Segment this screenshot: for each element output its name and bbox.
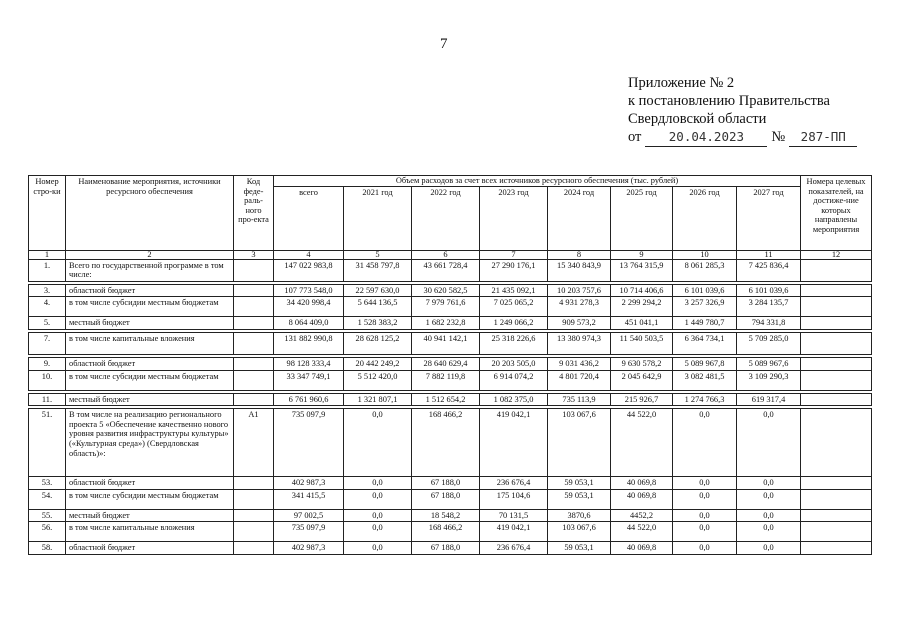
row-number-cell: 10. xyxy=(29,370,66,390)
row-name-cell: в том числе капитальные вложения xyxy=(66,522,234,542)
row-2021-cell: 28 628 125,2 xyxy=(344,332,412,354)
row-name-cell: В том числе на реализацию регионального проекта 5 «Обеспечение качественно нового уровня развития инфраструктуры культуры» («Культурная среда») (Свердловская область)»: xyxy=(66,409,234,477)
column-index: 5 xyxy=(344,250,412,259)
row-total-cell: 6 761 960,6 xyxy=(274,393,344,406)
row-2026-cell: 0,0 xyxy=(673,542,737,555)
row-2027-cell: 0,0 xyxy=(737,409,801,477)
row-2027-cell: 3 109 290,3 xyxy=(737,370,801,390)
row-2022-cell: 168 466,2 xyxy=(412,522,480,542)
row-2027-cell: 619 317,4 xyxy=(737,393,801,406)
row-2021-cell: 0,0 xyxy=(344,509,412,522)
row-number-cell: 7. xyxy=(29,332,66,354)
row-targets-cell xyxy=(801,489,872,509)
row-2027-cell: 5 709 285,0 xyxy=(737,332,801,354)
row-2025-cell: 40 069,8 xyxy=(611,542,673,555)
row-2021-cell: 22 597 630,0 xyxy=(344,284,412,297)
row-2024-cell: 909 573,2 xyxy=(548,317,611,330)
row-2021-cell: 0,0 xyxy=(344,489,412,509)
number-label: № xyxy=(771,129,786,145)
row-2024-cell: 10 203 757,6 xyxy=(548,284,611,297)
resolution-date: 20.04.2023 xyxy=(645,128,767,147)
row-number-cell: 1. xyxy=(29,259,66,281)
row-2021-cell: 1 321 807,1 xyxy=(344,393,412,406)
table-row xyxy=(29,297,872,317)
row-2024-cell: 9 031 436,2 xyxy=(548,357,611,370)
row-2027-cell: 0,0 xyxy=(737,489,801,509)
row-code-cell xyxy=(234,297,274,317)
row-2025-cell: 4452,2 xyxy=(611,509,673,522)
appendix-region: Свердловской области xyxy=(628,111,767,127)
row-2022-cell: 67 188,0 xyxy=(412,542,480,555)
header-code: Код феде-раль-ного про-екта xyxy=(234,176,274,251)
row-code-cell xyxy=(234,509,274,522)
table-row xyxy=(29,284,872,297)
row-targets-cell xyxy=(801,297,872,317)
row-total-cell: 8 064 409,0 xyxy=(274,317,344,330)
header-2021: 2021 год xyxy=(344,186,412,250)
row-2026-cell: 0,0 xyxy=(673,477,737,490)
table-body xyxy=(29,259,872,554)
row-2025-cell: 40 069,8 xyxy=(611,489,673,509)
row-number-cell: 5. xyxy=(29,317,66,330)
row-2023-cell: 1 249 066,2 xyxy=(480,317,548,330)
row-2026-cell: 5 089 967,8 xyxy=(673,357,737,370)
row-2027-cell: 3 284 135,7 xyxy=(737,297,801,317)
row-2022-cell: 1 682 232,8 xyxy=(412,317,480,330)
row-total-cell: 107 773 548,0 xyxy=(274,284,344,297)
row-code-cell xyxy=(234,522,274,542)
row-2024-cell: 4 801 720,4 xyxy=(548,370,611,390)
table-row xyxy=(29,370,872,390)
table-row xyxy=(29,332,872,354)
row-total-cell: 147 022 983,8 xyxy=(274,259,344,281)
row-2022-cell: 40 941 142,1 xyxy=(412,332,480,354)
appendix-resolution: к постановлению Правительства xyxy=(628,93,830,109)
row-targets-cell xyxy=(801,509,872,522)
row-2021-cell: 1 528 383,2 xyxy=(344,317,412,330)
row-code-cell xyxy=(234,317,274,330)
row-2024-cell: 3870,6 xyxy=(548,509,611,522)
header-total: всего xyxy=(274,186,344,250)
row-total-cell: 735 097,9 xyxy=(274,522,344,542)
row-total-cell: 735 097,9 xyxy=(274,409,344,477)
row-name-cell: областной бюджет xyxy=(66,542,234,555)
table-row xyxy=(29,357,872,370)
row-code-cell xyxy=(234,332,274,354)
row-2021-cell: 5 512 420,0 xyxy=(344,370,412,390)
column-index: 8 xyxy=(548,250,611,259)
row-number-cell: 55. xyxy=(29,509,66,522)
row-2025-cell: 215 926,7 xyxy=(611,393,673,406)
table-row xyxy=(29,317,872,330)
row-targets-cell xyxy=(801,284,872,297)
row-2026-cell: 1 449 780,7 xyxy=(673,317,737,330)
row-2025-cell: 10 714 406,6 xyxy=(611,284,673,297)
row-2026-cell: 6 364 734,1 xyxy=(673,332,737,354)
row-number-cell: 4. xyxy=(29,297,66,317)
row-2024-cell: 103 067,6 xyxy=(548,522,611,542)
row-2027-cell: 0,0 xyxy=(737,509,801,522)
row-code-cell xyxy=(234,284,274,297)
row-2023-cell: 236 676,4 xyxy=(480,542,548,555)
row-2023-cell: 20 203 505,0 xyxy=(480,357,548,370)
resolution-date-line xyxy=(628,128,898,147)
column-index: 11 xyxy=(737,250,801,259)
column-index: 3 xyxy=(234,250,274,259)
row-number-cell: 51. xyxy=(29,409,66,477)
row-2024-cell: 735 113,9 xyxy=(548,393,611,406)
row-2024-cell: 103 067,6 xyxy=(548,409,611,477)
row-2026-cell: 0,0 xyxy=(673,489,737,509)
row-code-cell xyxy=(234,370,274,390)
header-2024: 2024 год xyxy=(548,186,611,250)
resource-table xyxy=(28,175,872,555)
row-code-cell xyxy=(234,489,274,509)
row-2023-cell: 70 131,5 xyxy=(480,509,548,522)
row-2023-cell: 27 290 176,1 xyxy=(480,259,548,281)
row-code-cell xyxy=(234,477,274,490)
header-name: Наименование мероприятия, источники ресурсного обеспечения xyxy=(66,176,234,251)
row-2026-cell: 3 257 326,9 xyxy=(673,297,737,317)
column-index-row xyxy=(29,250,872,259)
header-targets: Номера целевых показателей, на достиже-ние которых направлены мероприятия xyxy=(801,176,872,251)
from-label: от xyxy=(628,129,642,145)
row-2021-cell: 20 442 249,2 xyxy=(344,357,412,370)
row-2022-cell: 1 512 654,2 xyxy=(412,393,480,406)
row-number-cell: 54. xyxy=(29,489,66,509)
table-row xyxy=(29,259,872,281)
column-index: 6 xyxy=(412,250,480,259)
row-2025-cell: 2 299 294,2 xyxy=(611,297,673,317)
table-row xyxy=(29,393,872,406)
column-index: 4 xyxy=(274,250,344,259)
row-2027-cell: 5 089 967,6 xyxy=(737,357,801,370)
row-2026-cell: 1 274 766,3 xyxy=(673,393,737,406)
row-2024-cell: 4 931 278,3 xyxy=(548,297,611,317)
row-2021-cell: 0,0 xyxy=(344,522,412,542)
row-total-cell: 402 987,3 xyxy=(274,477,344,490)
row-name-cell: областной бюджет xyxy=(66,357,234,370)
row-2023-cell: 175 104,6 xyxy=(480,489,548,509)
row-total-cell: 33 347 749,1 xyxy=(274,370,344,390)
row-2026-cell: 8 061 285,3 xyxy=(673,259,737,281)
row-2023-cell: 6 914 074,2 xyxy=(480,370,548,390)
table-row xyxy=(29,409,872,477)
row-targets-cell xyxy=(801,357,872,370)
row-code-cell xyxy=(234,393,274,406)
row-2023-cell: 419 042,1 xyxy=(480,409,548,477)
row-targets-cell xyxy=(801,522,872,542)
row-name-cell: местный бюджет xyxy=(66,393,234,406)
row-2024-cell: 15 340 843,9 xyxy=(548,259,611,281)
table-row xyxy=(29,509,872,522)
column-index: 10 xyxy=(673,250,737,259)
row-2021-cell: 0,0 xyxy=(344,409,412,477)
row-2021-cell: 5 644 136,5 xyxy=(344,297,412,317)
row-number-cell: 9. xyxy=(29,357,66,370)
row-2025-cell: 9 630 578,2 xyxy=(611,357,673,370)
row-2023-cell: 236 676,4 xyxy=(480,477,548,490)
row-2026-cell: 3 082 481,5 xyxy=(673,370,737,390)
row-number-cell: 53. xyxy=(29,477,66,490)
row-2022-cell: 67 188,0 xyxy=(412,489,480,509)
column-index: 1 xyxy=(29,250,66,259)
header-volume: Объем расходов за счет всех источников ресурсного обеспечения (тыс. рублей) xyxy=(274,176,801,187)
row-2025-cell: 11 540 503,5 xyxy=(611,332,673,354)
row-total-cell: 97 002,5 xyxy=(274,509,344,522)
row-2023-cell: 1 082 375,0 xyxy=(480,393,548,406)
row-name-cell: областной бюджет xyxy=(66,284,234,297)
row-2027-cell: 7 425 836,4 xyxy=(737,259,801,281)
row-2025-cell: 44 522,0 xyxy=(611,522,673,542)
row-name-cell: местный бюджет xyxy=(66,317,234,330)
row-2022-cell: 28 640 629,4 xyxy=(412,357,480,370)
row-name-cell: в том числе субсидии местным бюджетам xyxy=(66,370,234,390)
row-2024-cell: 59 053,1 xyxy=(548,477,611,490)
row-2021-cell: 0,0 xyxy=(344,477,412,490)
row-name-cell: в том числе капитальные вложения xyxy=(66,332,234,354)
row-code-cell xyxy=(234,357,274,370)
row-number-cell: 56. xyxy=(29,522,66,542)
header-2023: 2023 год xyxy=(480,186,548,250)
row-2023-cell: 419 042,1 xyxy=(480,522,548,542)
row-2027-cell: 0,0 xyxy=(737,522,801,542)
row-targets-cell xyxy=(801,259,872,281)
row-total-cell: 34 420 998,4 xyxy=(274,297,344,317)
table-row xyxy=(29,477,872,490)
row-2026-cell: 6 101 039,6 xyxy=(673,284,737,297)
row-code-cell: A1 xyxy=(234,409,274,477)
row-number-cell: 58. xyxy=(29,542,66,555)
row-total-cell: 341 415,5 xyxy=(274,489,344,509)
row-2027-cell: 0,0 xyxy=(737,477,801,490)
row-total-cell: 402 987,3 xyxy=(274,542,344,555)
row-targets-cell xyxy=(801,477,872,490)
row-2023-cell: 7 025 065,2 xyxy=(480,297,548,317)
header-2025: 2025 год xyxy=(611,186,673,250)
row-2024-cell: 13 380 974,3 xyxy=(548,332,611,354)
column-index: 2 xyxy=(66,250,234,259)
row-2025-cell: 2 045 642,9 xyxy=(611,370,673,390)
appendix-header xyxy=(628,74,898,147)
row-2022-cell: 7 882 119,8 xyxy=(412,370,480,390)
table-row xyxy=(29,489,872,509)
row-2021-cell: 31 458 797,8 xyxy=(344,259,412,281)
row-targets-cell xyxy=(801,317,872,330)
row-2022-cell: 18 548,2 xyxy=(412,509,480,522)
header-2022: 2022 год xyxy=(412,186,480,250)
column-index: 12 xyxy=(801,250,872,259)
row-targets-cell xyxy=(801,370,872,390)
row-2027-cell: 6 101 039,6 xyxy=(737,284,801,297)
row-2023-cell: 25 318 226,6 xyxy=(480,332,548,354)
row-number-cell: 11. xyxy=(29,393,66,406)
row-number-cell: 3. xyxy=(29,284,66,297)
row-total-cell: 131 882 990,8 xyxy=(274,332,344,354)
row-2022-cell: 43 661 728,4 xyxy=(412,259,480,281)
row-name-cell: в том числе субсидии местным бюджетам xyxy=(66,489,234,509)
row-name-cell: местный бюджет xyxy=(66,509,234,522)
row-2022-cell: 7 979 761,6 xyxy=(412,297,480,317)
row-2025-cell: 44 522,0 xyxy=(611,409,673,477)
row-targets-cell xyxy=(801,332,872,354)
row-2024-cell: 59 053,1 xyxy=(548,542,611,555)
header-2026: 2026 год xyxy=(673,186,737,250)
row-2026-cell: 0,0 xyxy=(673,522,737,542)
row-name-cell: Всего по государственной программе в том числе: xyxy=(66,259,234,281)
table-row xyxy=(29,542,872,555)
row-targets-cell xyxy=(801,542,872,555)
row-code-cell xyxy=(234,259,274,281)
row-2023-cell: 21 435 092,1 xyxy=(480,284,548,297)
column-index: 7 xyxy=(480,250,548,259)
row-name-cell: областной бюджет xyxy=(66,477,234,490)
row-2027-cell: 794 331,8 xyxy=(737,317,801,330)
row-2026-cell: 0,0 xyxy=(673,409,737,477)
row-2022-cell: 67 188,0 xyxy=(412,477,480,490)
row-2022-cell: 30 620 582,5 xyxy=(412,284,480,297)
row-2025-cell: 451 041,1 xyxy=(611,317,673,330)
row-2025-cell: 40 069,8 xyxy=(611,477,673,490)
header-row-number: Номер стро-ки xyxy=(29,176,66,251)
row-total-cell: 98 128 333,4 xyxy=(274,357,344,370)
row-code-cell xyxy=(234,542,274,555)
row-2025-cell: 13 764 315,9 xyxy=(611,259,673,281)
row-2027-cell: 0,0 xyxy=(737,542,801,555)
row-2022-cell: 168 466,2 xyxy=(412,409,480,477)
row-name-cell: в том числе субсидии местным бюджетам xyxy=(66,297,234,317)
column-index: 9 xyxy=(611,250,673,259)
appendix-title: Приложение № 2 xyxy=(628,75,735,91)
resolution-number: 287-ПП xyxy=(789,128,857,147)
row-2021-cell: 0,0 xyxy=(344,542,412,555)
row-2026-cell: 0,0 xyxy=(673,509,737,522)
page-number: 7 xyxy=(440,36,448,52)
row-targets-cell xyxy=(801,393,872,406)
row-2024-cell: 59 053,1 xyxy=(548,489,611,509)
table-row xyxy=(29,522,872,542)
row-targets-cell xyxy=(801,409,872,477)
header-2027: 2027 год xyxy=(737,186,801,250)
